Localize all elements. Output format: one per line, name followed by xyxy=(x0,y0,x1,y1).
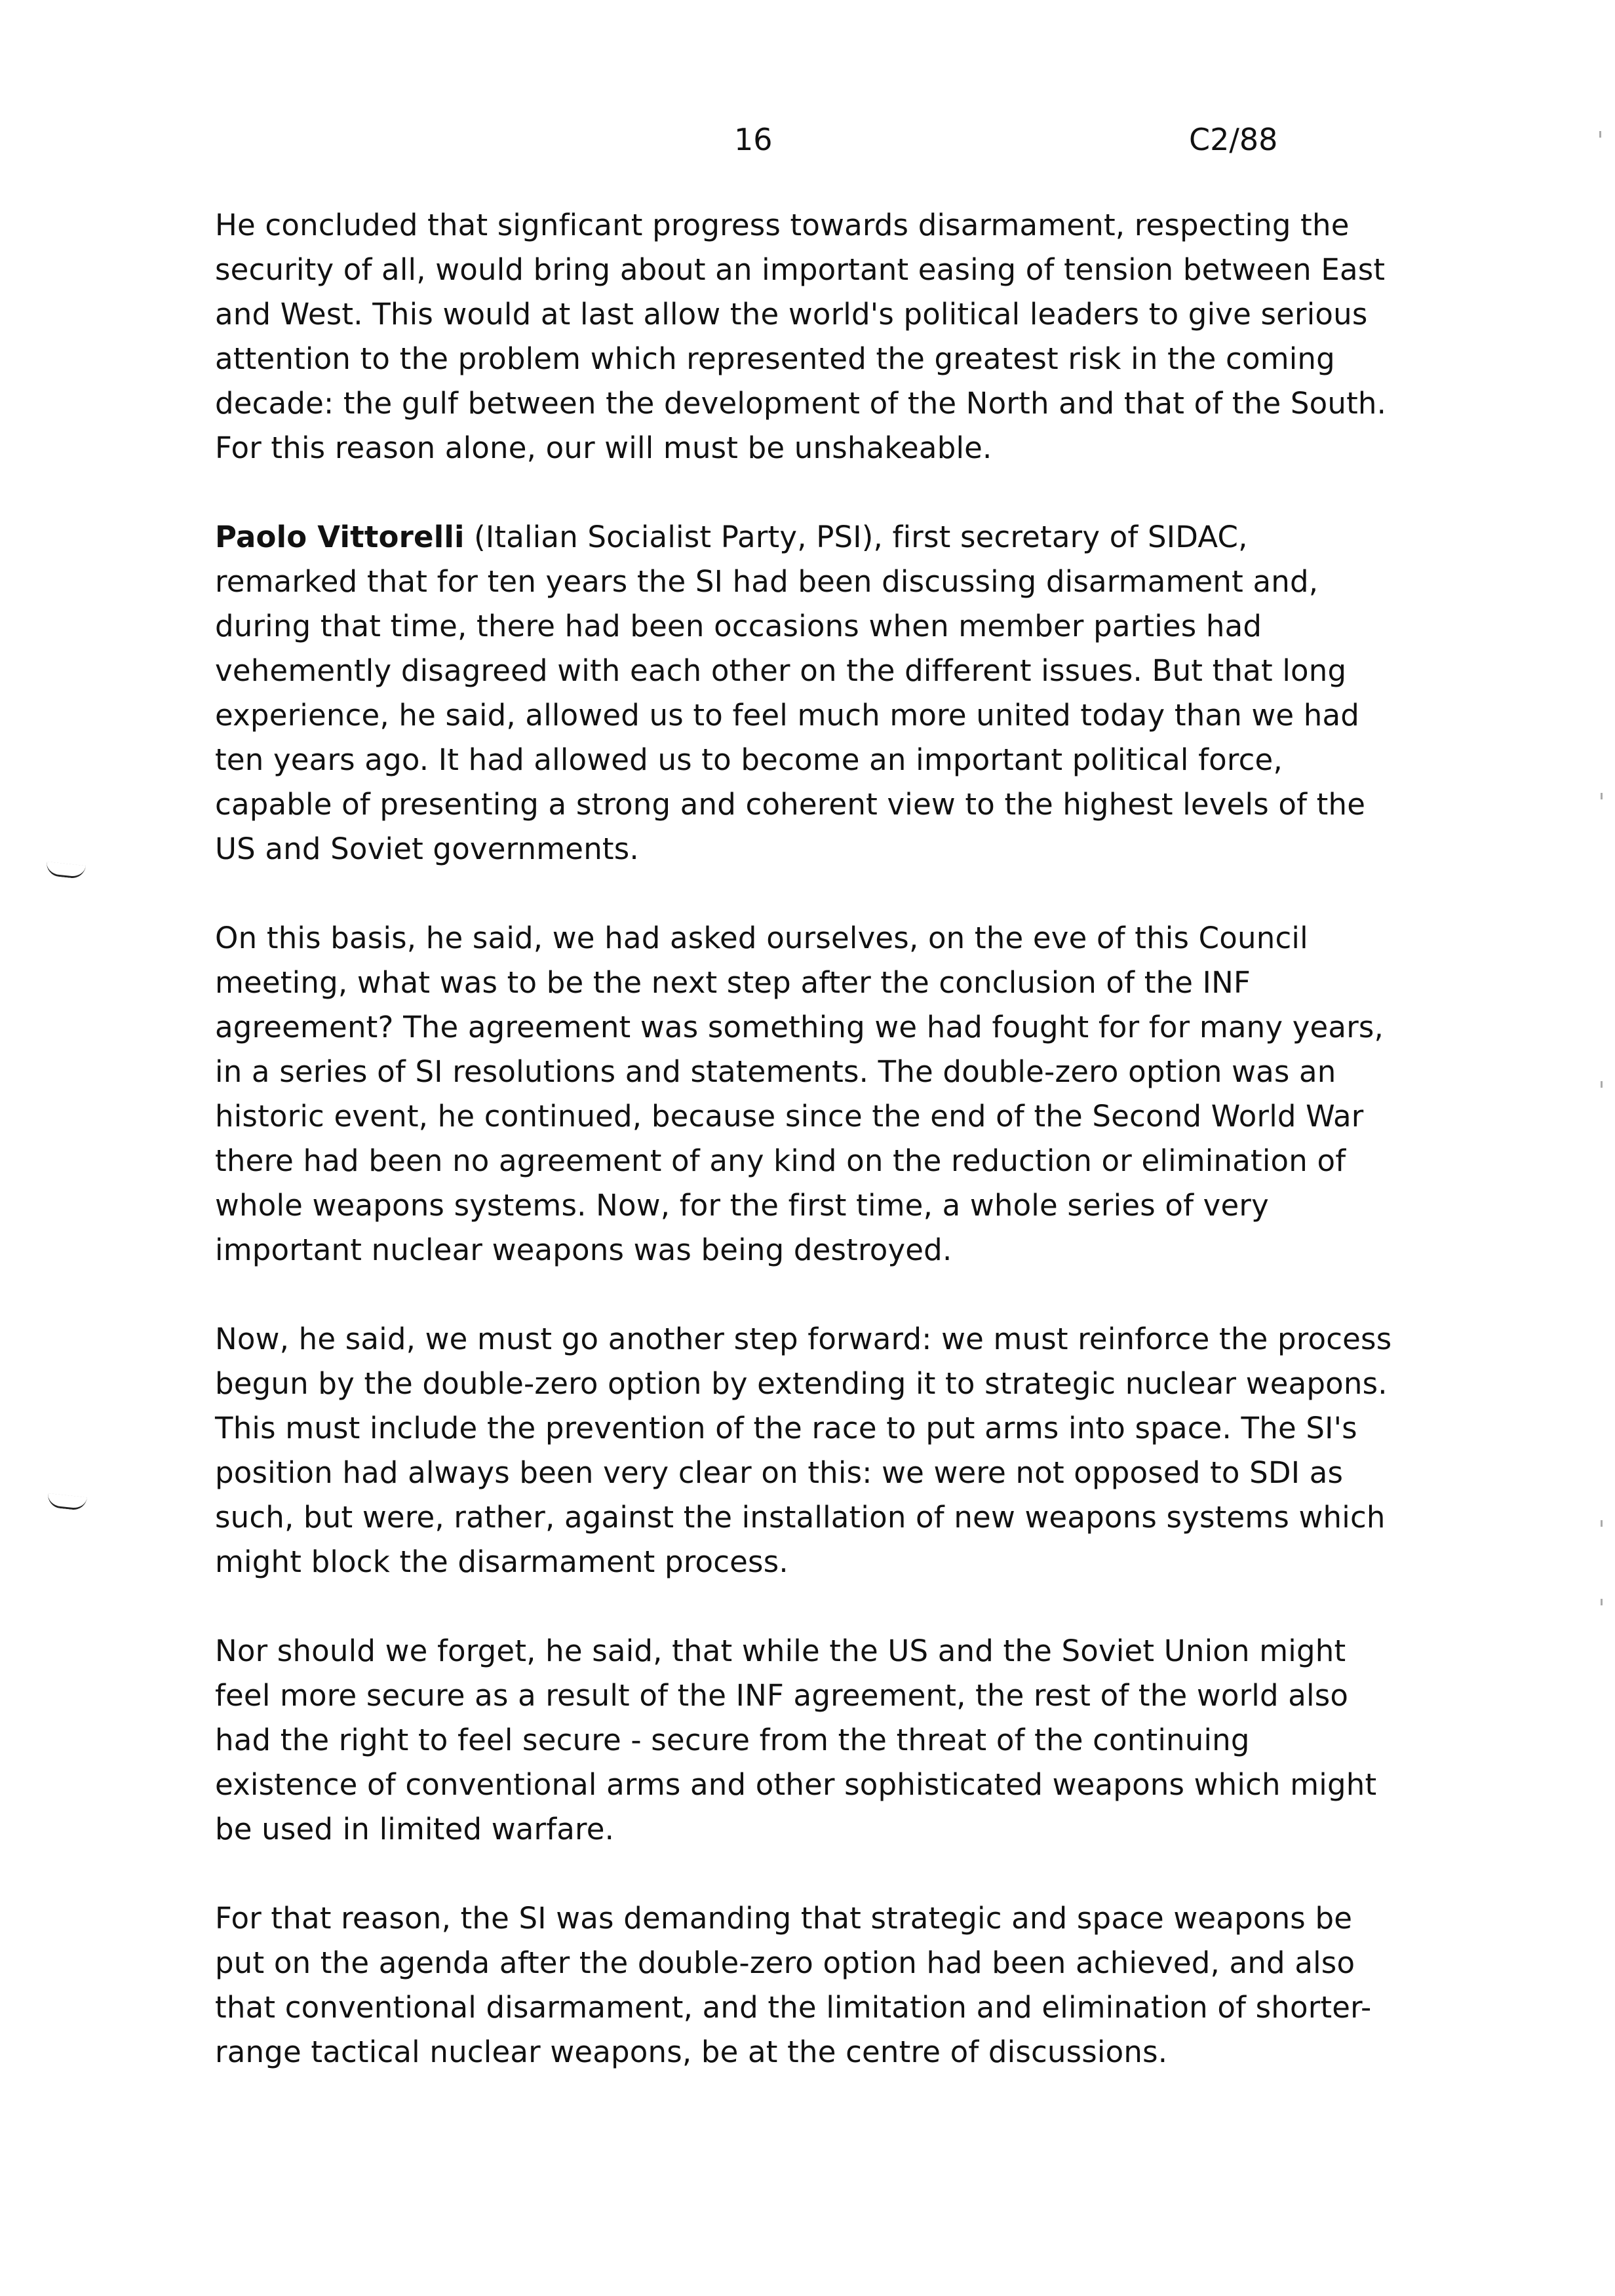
document-reference: C2/88 xyxy=(1189,122,1278,157)
speaker-name: Paolo Vittorelli xyxy=(215,520,465,554)
margin-scan-mark xyxy=(47,1493,87,1511)
paragraph-strategic-weapons: Now, he said, we must go another step forward: we must reinforce the process begun by the double-zero option by extending it to strategic nuclear weapons. This must include the prevention of the race to put arms into space. The SI's position had always been very clear on this: we were not opposed to SDI as such, but were, rather, against the installation of new weapons systems which might block the disarmament process. xyxy=(215,1322,1392,1579)
paragraph-inf-agreement: On this basis, he said, we had asked ourselves, on the eve of this Council meeting, what was to be the next step after the conclusion of the INF agreement? The agreement was something we had fought for for many years, in a series of SI resolutions and statements. The double-zero option was an historic event, he continued, because since the end of the Second World War there had been no agreement of any kind on the reduction or elimination of whole weapons systems. Now, for the first time, a whole series of very important nuclear weapons was being destroyed. xyxy=(215,921,1384,1267)
scan-speck xyxy=(1601,793,1603,799)
page-number: 16 xyxy=(734,122,773,157)
paragraph-vittorelli-intro xyxy=(215,515,1395,871)
document-body xyxy=(215,203,1395,2119)
scan-speck xyxy=(1601,1599,1603,1605)
paragraph-conclusion: He concluded that signficant progress towards disarmament, respecting the security of all, would bring about an important easing of tension between East and West. This would at last allow the world's political leaders to give serious attention to the problem which represented the greatest risk in the coming decade: the gulf between the development of the North and that of the South. For this reason alone, our will must be unshakeable. xyxy=(215,208,1387,465)
margin-scan-mark xyxy=(45,862,86,879)
paragraph-agenda: For that reason, the SI was demanding that strategic and space weapons be put on the agenda after the double-zero option had been achieved, and also that conventional disarmament, and the limitation and elimination of shorter-range tactical nuclear weapons, be at the centre of discussions. xyxy=(215,1901,1372,2069)
paragraph-text: (Italian Socialist Party, PSI), first secretary of SIDAC, remarked that for ten years the SI had been discussing disarmament and, during that time, there had been occasions when member parties had vehemently disagreed with each other on the different issues. But that long experience, he said, allowed us to feel much more united today than we had ten years ago. It had allowed us to become an important political force, capable of presenting a strong and coherent view to the highest levels of the US and Soviet governments. xyxy=(215,520,1366,866)
scan-speck xyxy=(1599,131,1601,138)
scan-speck xyxy=(1601,1081,1603,1088)
scan-speck xyxy=(1601,1520,1603,1527)
paragraph-conventional-arms: Nor should we forget, he said, that while the US and the Soviet Union might feel more secure as a result of the INF agreement, the rest of the world also had the right to feel secure - secure from the threat of the continuing existence of conventional arms and other sophisticated weapons which might be used in limited warfare. xyxy=(215,1634,1377,1846)
